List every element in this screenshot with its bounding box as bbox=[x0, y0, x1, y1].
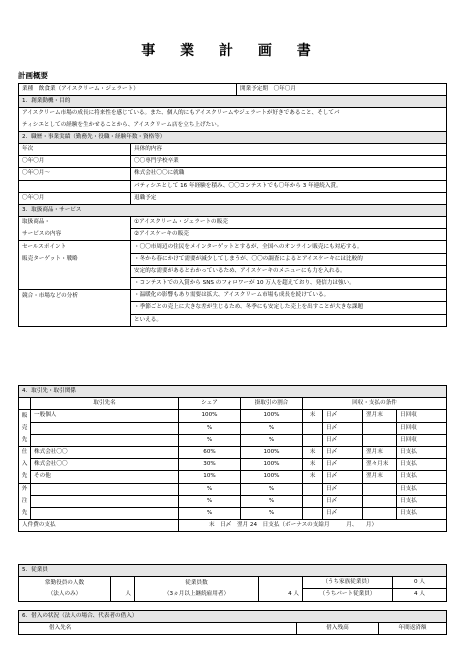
partner-name bbox=[31, 422, 179, 434]
employees-count: 4 人 bbox=[259, 589, 303, 601]
payroll-label: 人件費の支払 bbox=[19, 520, 179, 532]
credit-ratio-value: % bbox=[241, 495, 303, 507]
section-5-header: 5．従業員 bbox=[19, 565, 447, 577]
credit-ratio-value: 100% bbox=[241, 410, 303, 422]
payroll-terms: 末 日〆 翌月 24 日支払（ボーナスの支給月 月、 月） bbox=[179, 520, 447, 532]
closing-day bbox=[303, 483, 323, 495]
payroll-row bbox=[19, 520, 447, 532]
partner-name: 株式会社〇〇 bbox=[31, 459, 179, 471]
career-row: 〇年〇月～ 株式会社〇〇に就職 bbox=[19, 168, 447, 180]
closing-day bbox=[303, 507, 323, 519]
sales-partner-row bbox=[19, 422, 447, 434]
group-label: 先 bbox=[19, 507, 31, 519]
credit-ratio-value: % bbox=[241, 422, 303, 434]
payment-day: 日回収 bbox=[397, 410, 447, 422]
group-label: 入 bbox=[19, 459, 31, 471]
sales-point-row: セールスポイント ・〇〇市周辺の住民をメインターゲットとするが、全国へのオンライン販売にも対応する。 bbox=[19, 241, 447, 253]
payment-month: 翌月末 bbox=[363, 410, 397, 422]
loans-header-row bbox=[19, 623, 447, 635]
closing-day bbox=[303, 434, 323, 446]
balance-header: 借入残高 bbox=[297, 623, 379, 635]
family-count: 0 人 bbox=[393, 577, 447, 589]
share-value: 100% bbox=[179, 410, 241, 422]
closing-suffix: 日〆 bbox=[323, 495, 363, 507]
payment-month bbox=[363, 483, 397, 495]
closing-suffix: 日〆 bbox=[323, 446, 363, 458]
supplier-row bbox=[19, 471, 447, 483]
career-row: パティシエとして 16 年経験を積み、〇〇コンテストでも〇年から 3 年連続入賞。 bbox=[19, 180, 447, 192]
closing-suffix: 日〆 bbox=[323, 434, 363, 446]
partner-name: 一般個人 bbox=[31, 410, 179, 422]
annual-repayment-header: 年間返済額 bbox=[379, 623, 447, 635]
section-1-header: 1．創業動機・目的 bbox=[19, 96, 447, 108]
group-label: 注 bbox=[19, 495, 31, 507]
closing-suffix: 日〆 bbox=[323, 459, 363, 471]
officers-label: 常勤役員の人数 bbox=[19, 577, 111, 589]
trade-header-row bbox=[19, 398, 447, 410]
share-value: % bbox=[179, 495, 241, 507]
partner-name bbox=[31, 434, 179, 446]
sales-point-row: ・コンテストでの入賞から SNS のフォロワーが 10 万人を超えており、発信力は強い。 bbox=[19, 278, 447, 290]
partner-name bbox=[31, 507, 179, 519]
credit-ratio-value: 100% bbox=[241, 471, 303, 483]
payment-month: 翌々月末 bbox=[363, 459, 397, 471]
part-label: （うちパート従業員） bbox=[303, 589, 393, 601]
analysis-label: 競合・市場などの分析 bbox=[19, 290, 131, 302]
outsourcing-row bbox=[19, 507, 447, 519]
closing-suffix: 日〆 bbox=[323, 483, 363, 495]
analysis-row: といえる。 bbox=[19, 314, 447, 326]
closing-day bbox=[303, 495, 323, 507]
plan-table-main bbox=[18, 83, 447, 327]
closing-suffix: 日〆 bbox=[323, 410, 363, 422]
year-column-header: 年次 bbox=[19, 143, 131, 155]
family-label: （うち家族従業員） bbox=[303, 577, 393, 589]
credit-ratio-value: 100% bbox=[241, 459, 303, 471]
share-value: 60% bbox=[179, 446, 241, 458]
summary-row bbox=[19, 84, 447, 96]
sales-point-label: セールスポイント bbox=[19, 241, 131, 253]
part-count: 4 人 bbox=[393, 589, 447, 601]
document-title: 事 業 計 画 書 bbox=[141, 43, 321, 59]
credit-ratio-value: % bbox=[241, 507, 303, 519]
closing-day: 末 bbox=[303, 410, 323, 422]
product-row: 取扱商品・ ①アイスクリーム・ジェラートの販売 bbox=[19, 217, 447, 229]
payment-month bbox=[363, 507, 397, 519]
payment-day: 日支払 bbox=[397, 495, 447, 507]
share-value: % bbox=[179, 434, 241, 446]
payment-day: 日支払 bbox=[397, 471, 447, 483]
product-label: 取扱商品・ bbox=[19, 217, 131, 229]
group-label: 先 bbox=[19, 471, 31, 483]
payment-month bbox=[363, 495, 397, 507]
credit-ratio-value: % bbox=[241, 434, 303, 446]
career-row: 〇年〇月 〇〇専門学校卒業 bbox=[19, 156, 447, 168]
section-3-header: 3．取扱商品・サービス bbox=[19, 204, 447, 216]
payment-day: 日支払 bbox=[397, 446, 447, 458]
plan-summary-heading: 計画概要 bbox=[18, 71, 48, 80]
employees-table bbox=[18, 564, 447, 602]
sales-partner-row bbox=[19, 410, 447, 422]
partner-name: その他 bbox=[31, 471, 179, 483]
payment-day: 日支払 bbox=[397, 483, 447, 495]
credit-ratio-value: % bbox=[241, 483, 303, 495]
group-label: 外 bbox=[19, 483, 31, 495]
industry-cell: 業種 飲食業（アイスクリーム・ジェラート） bbox=[19, 84, 237, 96]
closing-suffix: 日〆 bbox=[323, 471, 363, 483]
payment-day: 日支払 bbox=[397, 507, 447, 519]
payment-day: 日回収 bbox=[397, 434, 447, 446]
closing-day: 末 bbox=[303, 446, 323, 458]
share-value: 30% bbox=[179, 459, 241, 471]
payment-day: 日回収 bbox=[397, 422, 447, 434]
payment-month: 翌月末 bbox=[363, 471, 397, 483]
group-label: 販 bbox=[19, 410, 31, 422]
career-header-row bbox=[19, 143, 447, 155]
closing-suffix: 日〆 bbox=[323, 422, 363, 434]
supplier-row bbox=[19, 446, 447, 458]
partner-name bbox=[31, 495, 179, 507]
closing-day: 末 bbox=[303, 471, 323, 483]
motive-line: アイスクリーム市場の成長に将来性を感じている。また、個人的にもアイスクリームやジェラートが好きであること、そしてパ bbox=[19, 108, 447, 120]
employees-label: 従業員数 bbox=[135, 577, 259, 589]
payment-month bbox=[363, 434, 397, 446]
terms-header: 回収・支払の条件 bbox=[303, 398, 447, 410]
lender-header: 借入先名 bbox=[19, 623, 297, 635]
section-2-header: 2．職歴・事業実績（勤務先・役職・経験年数・資格等） bbox=[19, 131, 447, 143]
outsourcing-row bbox=[19, 495, 447, 507]
payment-day: 日支払 bbox=[397, 459, 447, 471]
employees-row bbox=[19, 577, 447, 589]
analysis-row: 競合・市場などの分析 ・温暖化の影響もあり需要は拡大、アイスクリーム市場も成長を続けている。 bbox=[19, 290, 447, 302]
share-value: % bbox=[179, 422, 241, 434]
closing-day: 末 bbox=[303, 459, 323, 471]
group-label: 先 bbox=[19, 434, 31, 446]
partner-name: 株式会社〇〇 bbox=[31, 446, 179, 458]
officers-unit: 人 bbox=[111, 589, 135, 601]
motive-line: ティシエとしての経験を生かせることから、アイスクリーム店を立ち上げたい。 bbox=[19, 120, 447, 132]
career-row: 〇年〇月 退職予定 bbox=[19, 192, 447, 204]
credit-ratio-value: 100% bbox=[241, 446, 303, 458]
supplier-row bbox=[19, 459, 447, 471]
group-label: 売 bbox=[19, 422, 31, 434]
credit-ratio-header: 掛取引の割合 bbox=[241, 398, 303, 410]
employees-row: （法人のみ） 人 （3ヵ月以上継続雇用者） 4 人 （うちパート従業員） 4 人 bbox=[19, 589, 447, 601]
section-6-header: 6．借入の状況（法人の場合、代表者の借入） bbox=[19, 611, 447, 623]
sales-point-row: 安定的な需要があるとわかっているため、アイスケーキのメニューにも力を入れる。 bbox=[19, 265, 447, 277]
group-label: 仕 bbox=[19, 446, 31, 458]
share-value: 10% bbox=[179, 471, 241, 483]
section-4-header: 4．取引先・取引関係 bbox=[19, 386, 447, 398]
share-value: % bbox=[179, 507, 241, 519]
partner-name-header: 取引先名 bbox=[31, 398, 179, 410]
trade-partners-table bbox=[18, 385, 447, 532]
outsourcing-row bbox=[19, 483, 447, 495]
payment-month: 翌月末 bbox=[363, 446, 397, 458]
product-row: サービスの内容 ②アイスケーキの販売 bbox=[19, 229, 447, 241]
closing-day bbox=[303, 422, 323, 434]
detail-column-header: 具体的内容 bbox=[131, 143, 447, 155]
share-header: シェア bbox=[179, 398, 241, 410]
payment-month bbox=[363, 422, 397, 434]
partner-name bbox=[31, 483, 179, 495]
analysis-row: ・季節ごとの売上に大きな差が生じるため、冬季にも安定した売上を出すことが大きな課題 bbox=[19, 302, 447, 314]
opening-cell: 開業予定期 〇年〇月 bbox=[237, 84, 447, 96]
sales-partner-row bbox=[19, 434, 447, 446]
loans-table bbox=[18, 610, 447, 635]
sales-point-row: 販売ターゲット・戦略 ・冬から春にかけて需要が減少してしまうが、〇〇の調査によるとアイスケーキには比較的 bbox=[19, 253, 447, 265]
share-value: % bbox=[179, 483, 241, 495]
closing-suffix: 日〆 bbox=[323, 507, 363, 519]
